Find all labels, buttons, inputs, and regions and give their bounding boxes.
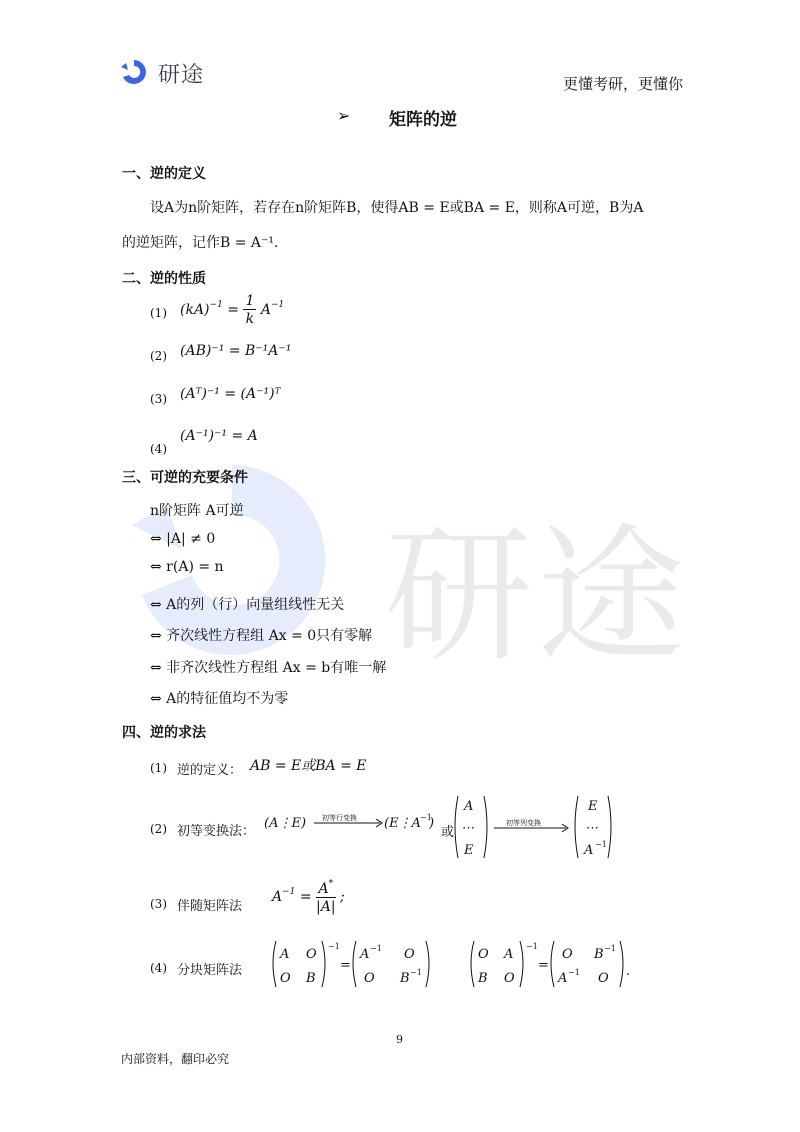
svg-text:=: = [538, 958, 549, 973]
svg-text:−1: −1 [420, 813, 432, 822]
svg-text:A: A [280, 947, 290, 962]
footer-note: 内部资料，翻印必究 [121, 1052, 230, 1066]
adjugate-formula: $A^{-1}$ = $\frac{A^*}{|A|}$ ; [272, 879, 345, 915]
section-heading-methods: 四、逆的求法 [122, 725, 206, 741]
svg-text:(A⋮E): (A⋮E) [264, 816, 307, 831]
svg-text:B: B [400, 971, 410, 986]
header-slogan: 更懂考研，更懂你 [563, 75, 684, 93]
svg-text:⋯: ⋯ [586, 821, 599, 836]
method-label-2: (2) [150, 822, 167, 836]
condition-line: ⇔ A的列（行）向量组线性无关 [150, 597, 345, 613]
condition-line: ⇔ 齐次线性方程组 Ax = 0只有零解 [150, 628, 373, 644]
row-transform-label: 初等行变换 [322, 814, 357, 822]
svg-text:.: . [626, 964, 631, 979]
svg-text:A: A [584, 843, 594, 858]
column-transform-label: 初等列变换 [506, 819, 541, 827]
svg-text:−1: −1 [370, 944, 382, 953]
yantu-logo-icon [118, 58, 150, 86]
condition-line: ⇔ r(A) = n [150, 559, 224, 575]
svg-text:O: O [364, 971, 375, 986]
svg-text:−1: −1 [604, 944, 616, 953]
svg-text:−1: −1 [410, 968, 422, 977]
method-label-4: (4) [150, 961, 167, 975]
definition-line-2: 的逆矩阵，记作B = A⁻¹. [122, 235, 279, 251]
svg-text:E: E [588, 799, 598, 814]
property-formula-3: (Aᵀ)⁻¹ = (A⁻¹)ᵀ [180, 386, 281, 402]
svg-text:−1: −1 [526, 942, 538, 951]
svg-text:): ) [429, 816, 435, 831]
condition-line: ⇔ A的特征值均不为零 [150, 691, 289, 707]
svg-text:O: O [478, 947, 489, 962]
block-matrix-formulas [268, 935, 638, 995]
page-title: 矩阵的逆 [389, 110, 457, 130]
property-label-3: (3) [150, 392, 167, 406]
title-arrow-icon: ➢ [337, 106, 351, 125]
property-label-2: (2) [150, 349, 167, 363]
svg-text:B: B [306, 971, 316, 986]
svg-text:A: A [464, 799, 474, 814]
svg-text:=: = [340, 958, 351, 973]
svg-text:O: O [562, 947, 573, 962]
svg-text:⋯: ⋯ [462, 821, 475, 836]
or-text: 或 [441, 825, 455, 840]
watermark-text: 研途 [385, 510, 689, 682]
svg-text:A: A [360, 947, 370, 962]
method-text-2: 初等变换法： [177, 824, 256, 839]
svg-text:(E⋮A: (E⋮A [384, 816, 421, 831]
svg-text:B: B [594, 947, 604, 962]
property-formula-1: (kA)$^{-1}$ = $\frac{1}{k}$ $A^{-1}$ [180, 293, 285, 327]
section-heading-conditions: 三、可逆的充要条件 [122, 470, 248, 486]
svg-text:A: A [504, 947, 514, 962]
method-text-1: 逆的定义： [177, 763, 243, 778]
condition-line: n阶矩阵 A可逆 [150, 503, 244, 519]
svg-text:E: E [464, 843, 474, 858]
svg-text:−1: −1 [328, 942, 340, 951]
svg-text:O: O [404, 947, 415, 962]
section-heading-definition: 一、逆的定义 [122, 166, 206, 182]
svg-text:−1: −1 [595, 840, 607, 849]
property-formula-2: (AB)⁻¹ = B⁻¹A⁻¹ [180, 343, 292, 359]
method-text-3: 伴随矩阵法 [177, 899, 243, 914]
svg-text:O: O [598, 971, 609, 986]
method-label-3: (3) [150, 897, 167, 911]
section-heading-properties: 二、逆的性质 [122, 271, 206, 287]
svg-text:−1: −1 [568, 968, 580, 977]
method-label-1: (1) [150, 761, 167, 775]
logo-text: 研途 [158, 63, 205, 88]
property-formula-4: (A⁻¹)⁻¹ = A [180, 428, 258, 444]
svg-text:A: A [558, 971, 568, 986]
page-number: 9 [396, 1033, 403, 1046]
property-label-4: (4) [150, 442, 167, 456]
svg-text:B: B [478, 971, 488, 986]
svg-text:O: O [504, 971, 515, 986]
condition-line: ⇔ 非齐次线性方程组 Ax = b有唯一解 [150, 660, 387, 676]
definition-line-1: 设A为n阶矩阵，若存在n阶矩阵B，使得AB = E或BA = E，则称A可逆，B为A [150, 200, 644, 216]
property-label-1: (1) [150, 306, 167, 320]
svg-text:O: O [280, 971, 291, 986]
svg-text:O: O [306, 947, 317, 962]
method-formula-1: AB = E或BA = E [250, 758, 367, 774]
condition-line: ⇔ |A| ≠ 0 [150, 531, 216, 547]
method-text-4: 分块矩阵法 [177, 963, 243, 978]
